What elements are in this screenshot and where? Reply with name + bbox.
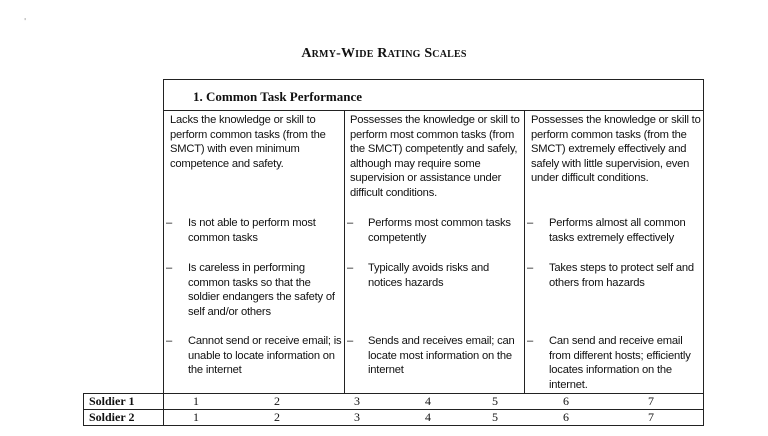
soldier-2-rating-3[interactable]: 3 [354, 410, 360, 424]
level-mid-bullet: Performs most common tasks competently [368, 217, 511, 244]
bullet-dash: – [527, 217, 534, 229]
bullet-dash: – [166, 262, 173, 274]
level-low-bullet: Is careless in performing common tasks so that the soldier endangers the safety of self and/or others [188, 262, 335, 318]
ratings-left-border [83, 393, 84, 426]
soldier-1-rating-7[interactable]: 7 [648, 394, 654, 408]
ratings-label-divider [163, 393, 164, 426]
bullet-dash: – [527, 262, 534, 274]
soldier-2-rating-2[interactable]: 2 [274, 410, 280, 424]
bullet-dash: – [166, 217, 173, 229]
level-mid-description: Possesses the knowledge or skill to perform most common tasks (from the SMCT) competently and safely, although may require some supervision or assistance under difficult conditions. [350, 114, 520, 199]
soldier-2-rating-6[interactable]: 6 [563, 410, 569, 424]
stray-mark: ' [24, 17, 27, 26]
column-divider-1 [344, 110, 345, 394]
soldier-1-rating-5[interactable]: 5 [492, 394, 498, 408]
soldier-2-rating-1[interactable]: 1 [193, 410, 199, 424]
bullet-dash: – [166, 335, 173, 347]
soldier-1-rating-2[interactable]: 2 [274, 394, 280, 408]
level-low-description: Lacks the knowledge or skill to perform common tasks (from the SMCT) with even minimum competence and safety. [170, 114, 326, 170]
level-high-bullet: Performs almost all common tasks extremely effectively [549, 217, 686, 244]
soldier-2-rating-4[interactable]: 4 [425, 410, 431, 424]
ratings-bottom-border [83, 425, 704, 426]
page-title: Army-Wide Rating Scales [301, 46, 467, 61]
level-low-bullet: Cannot send or receive email; is unable to locate information on the internet [188, 335, 342, 377]
section-title: 1. Common Task Performance [193, 89, 362, 104]
level-mid-bullet: Typically avoids risks and notices hazards [368, 262, 490, 289]
bullet-dash: – [527, 335, 534, 347]
soldier-1-rating-4[interactable]: 4 [425, 394, 431, 408]
soldier-1-rating-6[interactable]: 6 [563, 394, 569, 408]
soldier-2-label: Soldier 2 [89, 410, 135, 424]
bullet-dash: – [347, 335, 354, 347]
level-high-bullet: Can send and receive email from different hosts; efficiently locates information on the internet. [549, 335, 691, 391]
ratings-right-border [703, 393, 704, 426]
bullet-dash: – [347, 262, 354, 274]
soldier-1-rating-1[interactable]: 1 [193, 394, 199, 408]
section-title-divider [163, 110, 704, 111]
soldier-1-rating-3[interactable]: 3 [354, 394, 360, 408]
soldier-2-rating-5[interactable]: 5 [492, 410, 498, 424]
soldier-1-label: Soldier 1 [89, 394, 135, 408]
level-high-description: Possesses the knowledge or skill to perform common tasks (from the SMCT) extremely effectively and safely with little supervision, even under difficult conditions. [531, 114, 701, 185]
soldier-2-rating-7[interactable]: 7 [648, 410, 654, 424]
column-divider-2 [524, 110, 525, 394]
level-mid-bullet: Sends and receives email; can locate most information on the internet [368, 335, 515, 377]
ratings-row-divider [83, 409, 704, 410]
ratings-top-border [83, 393, 704, 394]
level-high-bullet: Takes steps to protect self and others from hazards [549, 262, 694, 289]
bullet-dash: – [347, 217, 354, 229]
level-low-bullet: Is not able to perform most common tasks [188, 217, 316, 244]
